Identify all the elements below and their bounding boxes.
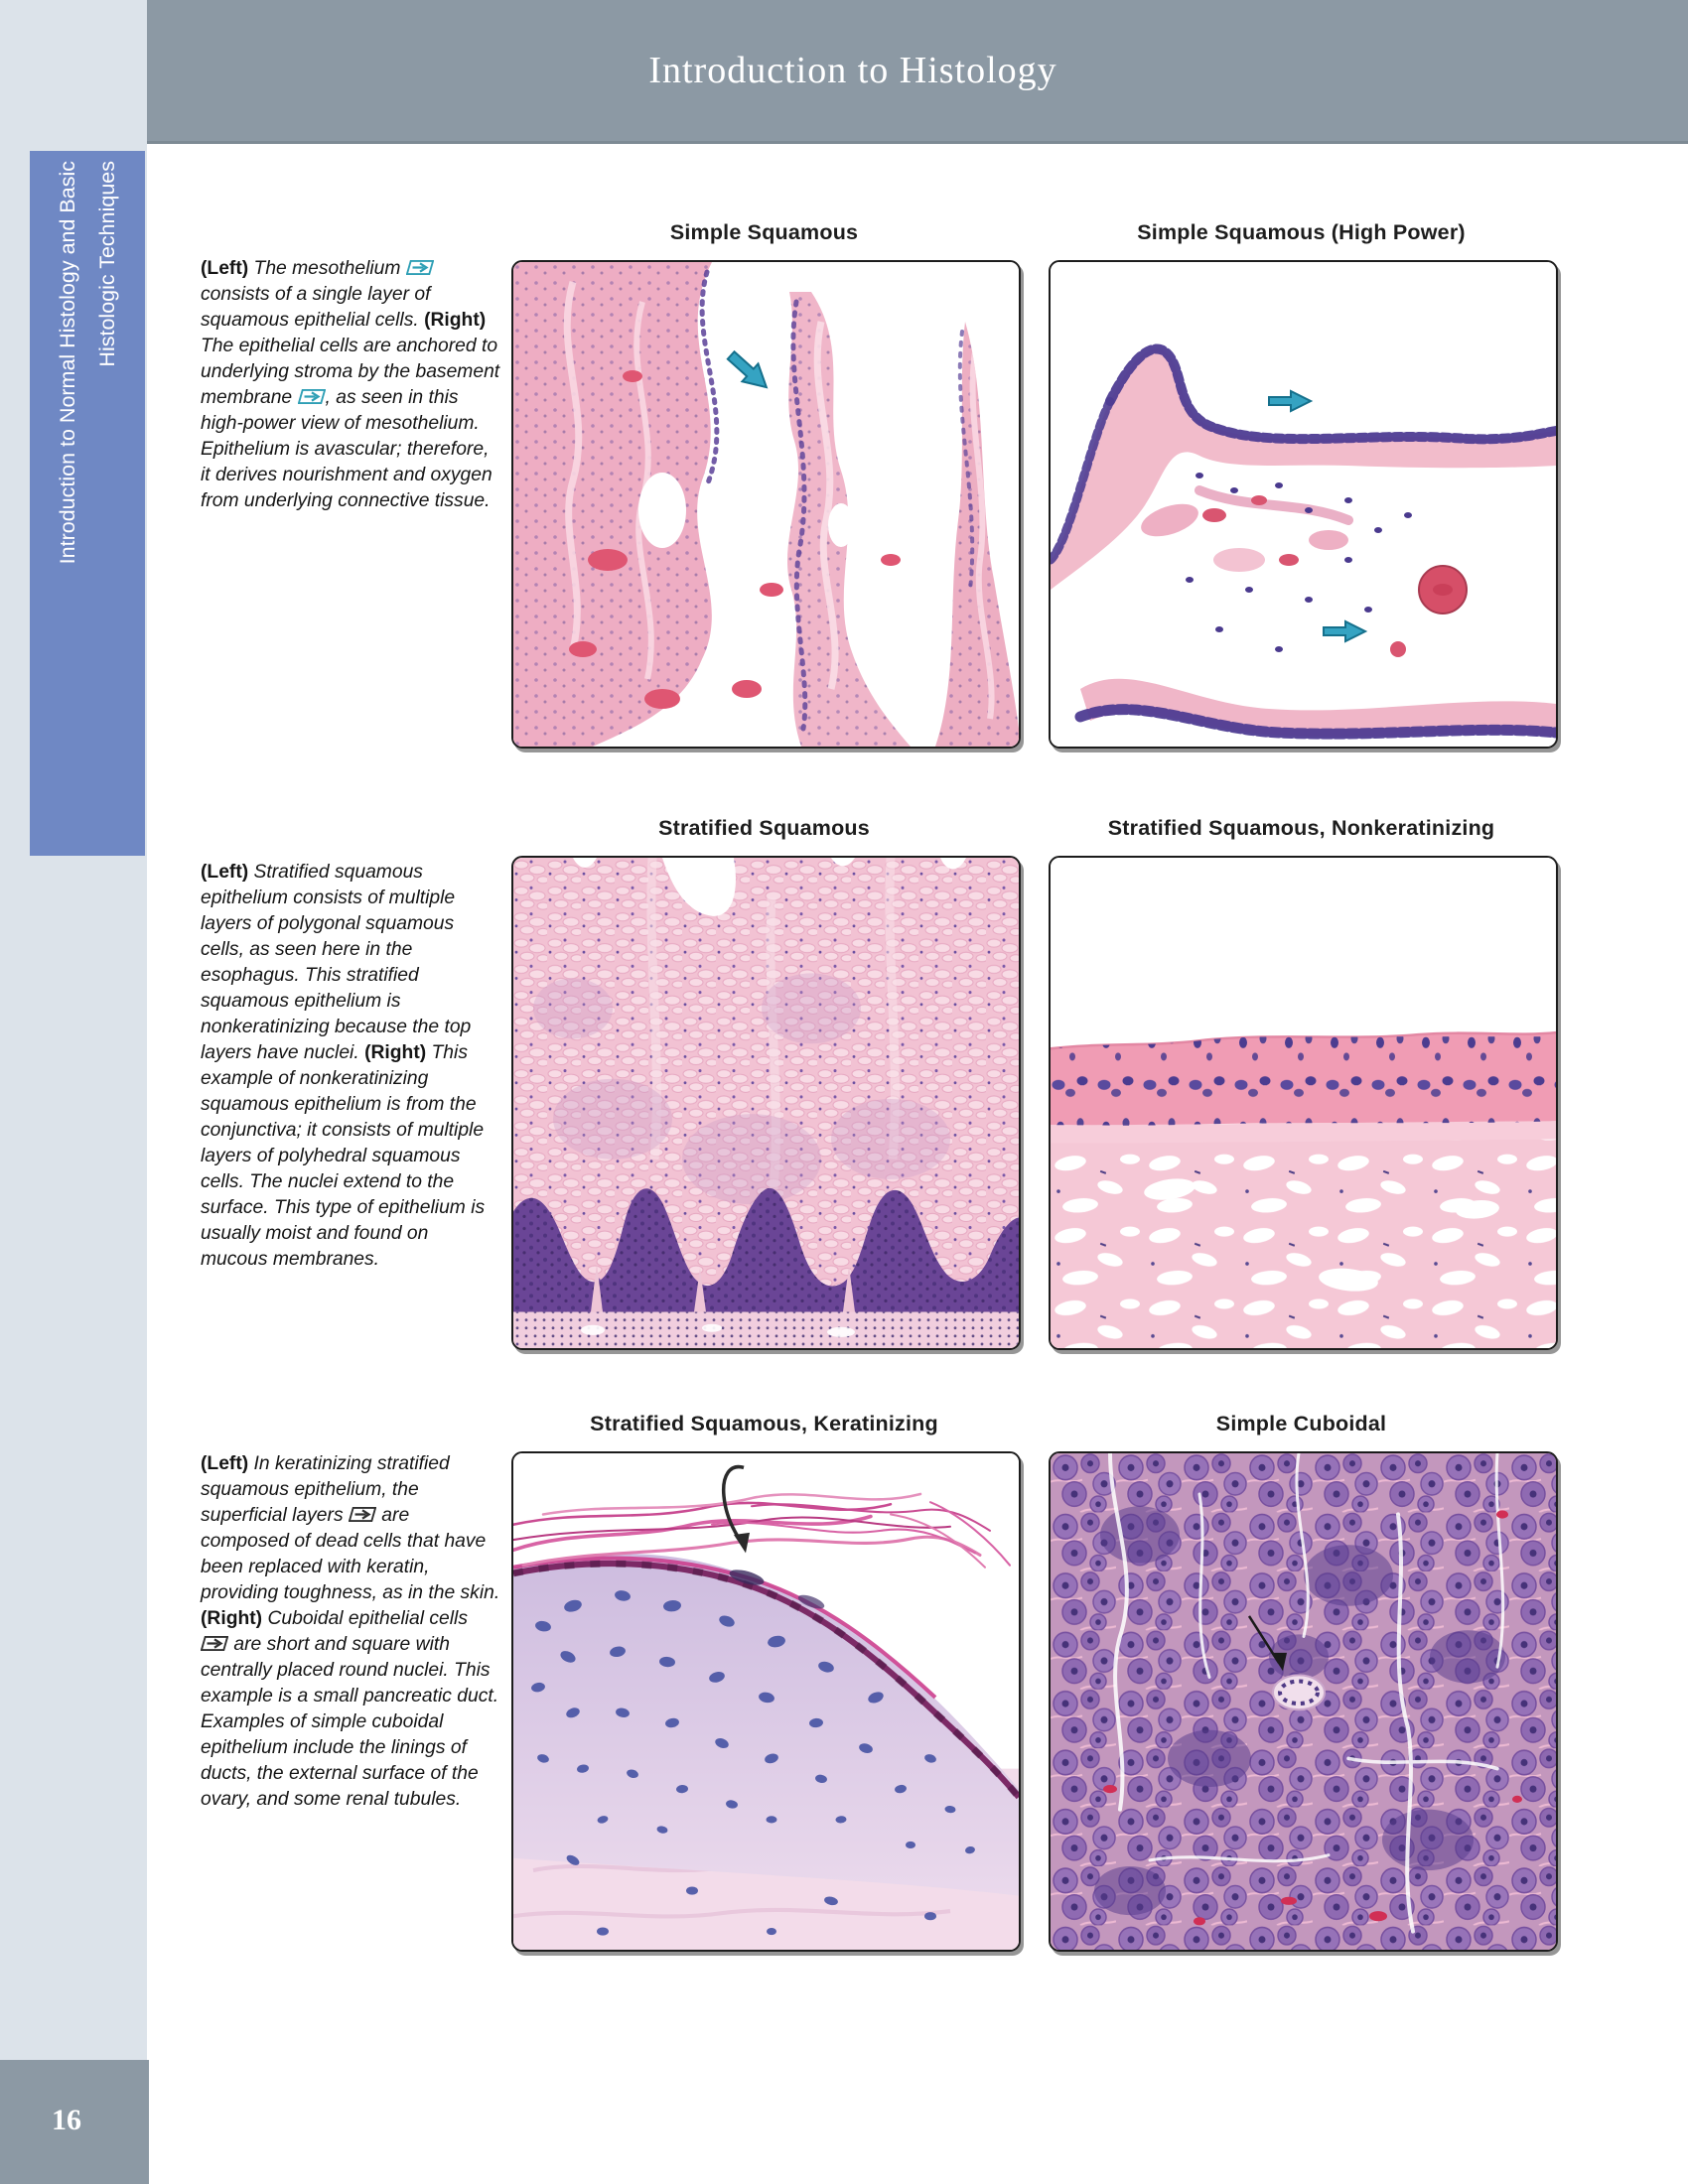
chapter-title-line2: Histologic Techniques bbox=[95, 161, 119, 367]
caption-left-label: (Left) bbox=[201, 258, 249, 279]
caption-right-label: (Right) bbox=[201, 1608, 263, 1629]
page-title: Introduction to Histology bbox=[648, 50, 1057, 91]
footer-page-block bbox=[0, 2060, 149, 2184]
micrograph-simple-squamous-high-power bbox=[1049, 260, 1558, 749]
micrograph-stratified-squamous-keratinizing bbox=[511, 1451, 1021, 1952]
histology-image-esophagus bbox=[513, 858, 1019, 1348]
caption-right-label: (Right) bbox=[424, 310, 487, 331]
header-bar bbox=[147, 0, 1688, 144]
micrograph-simple-squamous bbox=[511, 260, 1021, 749]
page-number: 16 bbox=[52, 2104, 81, 2136]
caption-left-label: (Left) bbox=[201, 862, 249, 883]
figure-reference-arrow-icon bbox=[406, 259, 434, 276]
chapter-sidebar bbox=[30, 151, 145, 856]
histology-image-pancreas bbox=[1051, 1453, 1556, 1950]
figure-title-simple-squamous-high-power: Simple Squamous (High Power) bbox=[1137, 220, 1466, 244]
figure-title-stratified-squamous: Stratified Squamous bbox=[658, 816, 870, 840]
histology-image-mesothelium-high-power bbox=[1051, 262, 1556, 747]
figure-reference-arrow-icon bbox=[201, 1635, 228, 1652]
figure-caption-row1: (Left) The mesothelium consists of a single layer of squamous epithelial cells. (Right) The epithelial cells are anchored to underlying stroma by the basement membrane , as seen in this high-power view of mesothelium. Epithelium is avascular; therefore, it derives nourishment and oxygen from underlying connective tissue. bbox=[201, 258, 500, 511]
caption-right-label: (Right) bbox=[364, 1042, 427, 1063]
histology-image-mesothelium bbox=[513, 262, 1019, 747]
figure-title-simple-cuboidal: Simple Cuboidal bbox=[1215, 1412, 1387, 1435]
micrograph-stratified-squamous bbox=[511, 856, 1021, 1350]
figure-title-stratified-squamous-nonkeratinizing: Stratified Squamous, Nonkeratinizing bbox=[1107, 816, 1495, 840]
micrograph-stratified-squamous-nonkeratinizing bbox=[1049, 856, 1558, 1350]
figure-reference-arrow-icon bbox=[298, 388, 326, 405]
corner-block bbox=[0, 0, 147, 144]
chapter-title bbox=[48, 161, 127, 737]
micrograph-simple-cuboidal bbox=[1049, 1451, 1558, 1952]
histology-image-skin bbox=[513, 1453, 1019, 1950]
figure-caption-row2: (Left) Stratified squamous epithelium consists of multiple layers of polygonal squamous cells, as seen here in the esophagus. This stratified squamous epithelium is nonkeratinizing because the top layers have nuclei. (Right) This example of nonkeratinizing squamous epithelium is from the conjunctiva; it consists of multiple layers of polyhedral squamous cells. The nuclei extend to the surface. This type of epithelium is usually moist and found on mucous membranes. bbox=[201, 862, 486, 1270]
figure-reference-arrow-icon bbox=[349, 1506, 376, 1523]
chapter-title-line1: Introduction to Normal Histology and Basic bbox=[56, 161, 79, 565]
histology-image-conjunctiva bbox=[1051, 858, 1556, 1348]
figure-title-stratified-squamous-keratinizing: Stratified Squamous, Keratinizing bbox=[590, 1412, 938, 1435]
figure-title-simple-squamous: Simple Squamous bbox=[669, 220, 859, 244]
figure-caption-row3: (Left) In keratinizing stratified squamous epithelium, the superficial layers are composed of dead cells that have been replaced with keratin, providing toughness, as in the skin. (Right) Cuboidal epithelial cells are short and square with centrally placed round nuclei. This example is a small pancreatic duct. Examples of simple cuboidal epithelium include the linings of ducts, the external surface of the ovary, and some renal tubules. bbox=[201, 1453, 500, 1810]
caption-left-label: (Left) bbox=[201, 1453, 249, 1474]
